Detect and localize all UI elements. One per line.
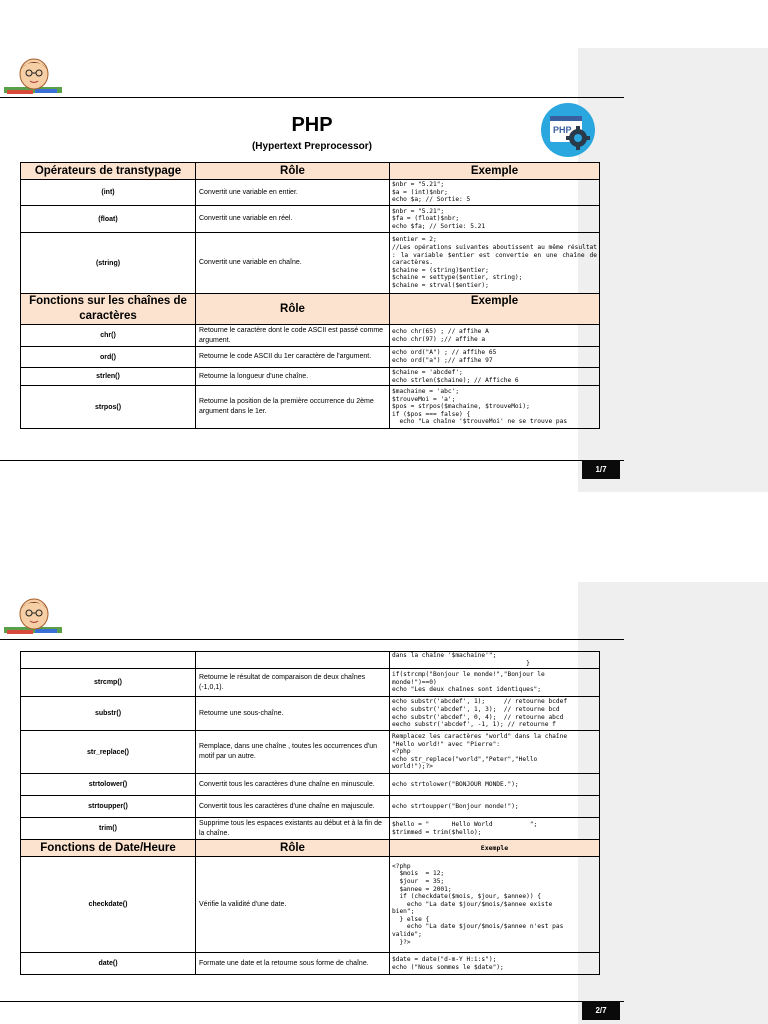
role-description: Convertit une variable en réel. (196, 206, 390, 233)
code-example: $date = date("d-m-Y H:i:s"); echo ("Nous sommes le $date"); (390, 953, 600, 975)
table-row (21, 774, 600, 796)
role-description: Remplace, dans une chaîne , toutes les occurrences d'un motif par un autre. (196, 731, 390, 774)
function-name: (float) (21, 206, 196, 233)
code-example: echo substr('abcdef', 1); // retourne bcdef echo substr('abcdef', 1, 3); // retourne bcd echo substr('abcdef', 0, 4); // retourne abcd eecho substr('abcdef', -1, 1); // retourne f (390, 697, 600, 731)
document-subtitle: (Hypertext Preprocessor) (251, 141, 373, 152)
table-row (21, 206, 600, 233)
role-description: Retourne la longueur d'une chaîne. (196, 368, 390, 386)
role-description: Retourne le caractère dont le code ASCII est passé comme argument. (196, 325, 390, 347)
code-example: echo ord("A") ; // affihe 65 echo ord("a") ;// affihe 97 (390, 347, 600, 368)
table-row (21, 796, 600, 818)
page2-footer-rule (0, 1001, 624, 1002)
column-header: Exemple (390, 163, 600, 180)
page1-footer-rule (0, 460, 624, 461)
php-badge-label: PHP (553, 125, 572, 135)
document-title: PHP (291, 114, 333, 136)
table-row (21, 347, 600, 368)
code-example: $machaine = 'abc'; $trouveMoi = 'a'; $pos = strpos($machaine, $trouveMoi); if ($pos === false) { echo "La chaîne '$trouveMoi' ne se trouve pas (390, 386, 600, 429)
code-example: if(strcmp("Bonjour le monde!","Bonjour le monde!")==0) echo "Les deux chaînes sont identiques"; (390, 669, 600, 697)
column-header: Fonctions de Date/Heure (21, 840, 196, 857)
role-description: Retourne une sous-chaîne. (196, 697, 390, 731)
code-example: dans la chaîne '$machaine'"; } (390, 652, 600, 669)
page1-table (20, 162, 600, 429)
code-example: $entier = 2; //Les opérations suivantes aboutissent au même résultat : la variable $entier est convertie en une chaîne de caractères. $chaine = (string)$entier; $chaine = settype($entier, string); $chaine = strval($entier); (390, 233, 600, 294)
code-example: Remplacez les caractères "world" dans la chaîne "Hello world!" avec "Pierre": <?php echo str_replace("world","Peter","Hello world!");?> (390, 731, 600, 774)
column-header: Fonctions sur les chaînes de caractères (21, 294, 196, 325)
table-row (21, 857, 600, 953)
table-row (21, 386, 600, 429)
role-description: Formate une date et la retourne sous forme de chaîne. (196, 953, 390, 975)
function-name: chr() (21, 325, 196, 347)
column-header: Exemple (390, 840, 600, 857)
role-description (196, 652, 390, 669)
role-description: Retourne la position de la première occurrence du 2ème argument dans le 1er. (196, 386, 390, 429)
document-title-block (200, 113, 424, 154)
page2-header-rule (0, 639, 624, 640)
column-header: Rôle (196, 163, 390, 180)
table-row (21, 180, 600, 206)
column-header: Rôle (196, 294, 390, 325)
function-name: checkdate() (21, 857, 196, 953)
student-avatar-icon (4, 54, 64, 96)
code-example: echo strtoupper("Bonjour monde!"); (390, 796, 600, 818)
function-name: strtoupper() (21, 796, 196, 818)
function-name: (int) (21, 180, 196, 206)
student-avatar-icon (4, 594, 64, 636)
column-header: Rôle (196, 840, 390, 857)
table-row (21, 818, 600, 840)
code-example: $nbr = "5.21"; $a = (int)$nbr; echo $a; // Sortie: 5 (390, 180, 600, 206)
function-name: strtolower() (21, 774, 196, 796)
table-header-row (21, 840, 600, 857)
function-name: trim() (21, 818, 196, 840)
column-header: Exemple (390, 294, 600, 325)
role-description: Convertit tous les caractères d'une chaîne en minuscule. (196, 774, 390, 796)
function-name: strpos() (21, 386, 196, 429)
page1-margin-background (578, 48, 768, 492)
table-row (21, 953, 600, 975)
code-example: $chaine = 'abcdef'; echo strlen($chaine); // Affiche 6 (390, 368, 600, 386)
function-name (21, 652, 196, 669)
table-header-row (21, 163, 600, 180)
page-number-badge: 1/7 (582, 460, 620, 479)
table-row (21, 669, 600, 697)
page2-margin-background (578, 582, 768, 1024)
code-example: <?php $mois = 12; $jour = 35; $annee = 2001; if (checkdate($mois, $jour, $annee)) { echo "La date $jour/$mois/$annee existe bien"; } else { echo "La date $jour/$mois/$annee n'est pas valide"; }?> (390, 857, 600, 953)
role-description: Supprime tous les espaces existants au début et à la fin de la chaîne. (196, 818, 390, 840)
function-name: strcmp() (21, 669, 196, 697)
table-header-row (21, 294, 600, 325)
function-name: strlen() (21, 368, 196, 386)
code-example: echo strtolower("BONJOUR MONDE."); (390, 774, 600, 796)
column-header: Opérateurs de transtypage (21, 163, 196, 180)
php-gear-icon (540, 102, 596, 158)
function-name: str_replace() (21, 731, 196, 774)
role-description: Vérifie la validité d'une date. (196, 857, 390, 953)
table-row (21, 731, 600, 774)
role-description: Convertit tous les caractères d'une chaîne en majuscule. (196, 796, 390, 818)
role-description: Convertit une variable en chaîne. (196, 233, 390, 294)
table-row (21, 325, 600, 347)
function-name: ord() (21, 347, 196, 368)
code-example: echo chr(65) ; // affihe A echo chr(97) ;// affihe a (390, 325, 600, 347)
code-example: $nbr = "5.21"; $fa = (float)$nbr; echo $fa; // Sortie: 5.21 (390, 206, 600, 233)
table-row (21, 697, 600, 731)
page1-header-rule (0, 97, 624, 98)
page-number-badge: 2/7 (582, 1001, 620, 1020)
function-name: (string) (21, 233, 196, 294)
page2-table (20, 651, 600, 975)
function-name: substr() (21, 697, 196, 731)
role-description: Retourne le résultat de comparaison de deux chaînes (-1,0,1). (196, 669, 390, 697)
role-description: Convertit une variable en entier. (196, 180, 390, 206)
code-example: $hello = " Hello World "; $trimmed = trim($hello); (390, 818, 600, 840)
function-name: date() (21, 953, 196, 975)
table-row (21, 233, 600, 294)
table-row (21, 652, 600, 669)
role-description: Retourne le code ASCII du 1er caractère de l'argument. (196, 347, 390, 368)
table-row (21, 368, 600, 386)
